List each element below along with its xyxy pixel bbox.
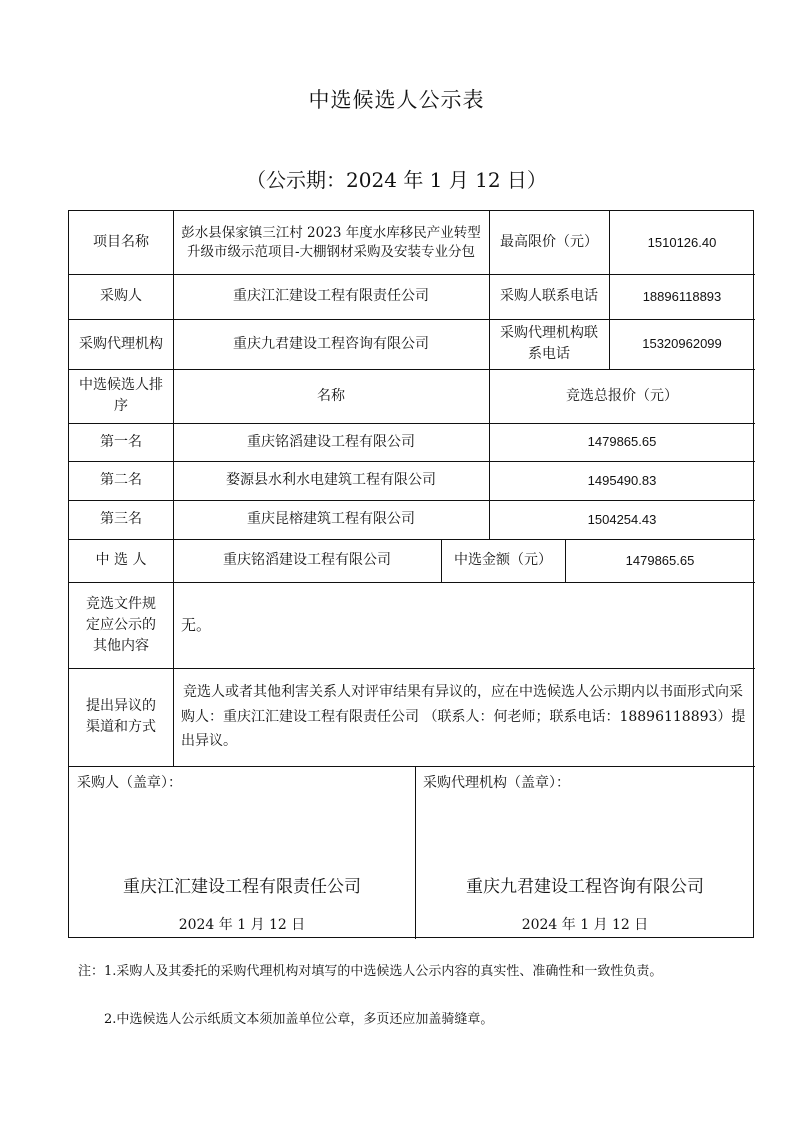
- winner-amount-value: 1479865.65: [625, 552, 695, 568]
- project-name-value: 彭水县保家镇三江村 2023 年度水库移民产业转型升级市级示范项目-大棚钢材采购及安装专业分包: [181, 224, 481, 260]
- purchaser-value: 重庆江汇建设工程有限责任公司: [233, 288, 429, 304]
- announcement-table: [68, 210, 754, 938]
- purchaser-seal-company: 重庆江汇建设工程有限责任公司: [123, 877, 361, 898]
- agency-phone-label: 采购代理机构联系电话: [500, 325, 598, 362]
- candidate-rank: 第二名: [100, 472, 142, 488]
- objection-label: 提出异议的渠道和方式: [86, 698, 156, 735]
- agency-seal-company: 重庆九君建设工程咨询有限公司: [466, 877, 704, 898]
- purchaser-seal-label: 采购人（盖章）：: [77, 774, 182, 791]
- candidate-price: 1495490.83: [587, 472, 657, 488]
- price-header: 竞选总报价（元）: [566, 387, 678, 404]
- candidate-rank: 第一名: [100, 433, 142, 450]
- name-header: 名称: [317, 387, 345, 404]
- other-content-value: 无。: [181, 615, 212, 634]
- candidate-name: 婺源县水利水电建筑工程有限公司: [226, 472, 436, 488]
- winner-amount-label: 中选金额（元）: [454, 552, 552, 568]
- purchaser-label: 采购人: [100, 288, 142, 304]
- publicity-period: （公示期：2024 年 1 月 12 日）: [246, 168, 547, 192]
- agency-seal-date: 2024 年 1 月 12 日: [521, 916, 649, 933]
- candidate-price: 1479865.65: [587, 434, 657, 450]
- page-title: 中选候选人公示表: [308, 88, 485, 112]
- agency-value: 重庆九君建设工程咨询有限公司: [233, 335, 429, 352]
- agency-seal-label: 采购代理机构（盖章）：: [423, 774, 570, 791]
- winner-value: 重庆铭滔建设工程有限公司: [223, 552, 391, 568]
- other-content-label: 竞选文件规定应公示的其他内容: [86, 595, 156, 654]
- rank-header: 中选候选人排序: [79, 377, 163, 414]
- purchaser-phone-value: 18896118893: [642, 288, 722, 304]
- max-price-value: 1510126.40: [647, 234, 717, 250]
- footnote-2: 2.中选候选人公示纸质文本须加盖单位公章，多页还应加盖骑缝章。: [104, 1012, 494, 1027]
- candidate-name: 重庆昆榕建筑工程有限公司: [247, 511, 415, 527]
- winner-label: 中 选 人: [95, 552, 147, 568]
- candidate-name: 重庆铭滔建设工程有限公司: [247, 433, 415, 450]
- agency-label: 采购代理机构: [79, 335, 163, 352]
- project-name-label: 项目名称: [93, 234, 149, 250]
- purchaser-phone-label: 采购人联系电话: [500, 288, 598, 304]
- candidate-price: 1504254.43: [587, 511, 657, 527]
- max-price-label: 最高限价（元）: [500, 234, 598, 250]
- objection-value: 竞选人或者其他利害关系人对评审结果有异议的，应在中选候选人公示期内以书面形式向采购人：重庆江汇建设工程有限责任公司 （联系人：何老师；联系电话：18896118893）提出异议。: [181, 684, 746, 750]
- candidate-rank: 第三名: [100, 511, 142, 527]
- agency-phone-value: 15320962099: [642, 336, 722, 352]
- footnote-1: 注：1.采购人及其委托的采购代理机构对填写的中选候选人公示内容的真实性、准确性和一致性负责。: [78, 964, 663, 979]
- purchaser-seal-date: 2024 年 1 月 12 日: [178, 916, 306, 933]
